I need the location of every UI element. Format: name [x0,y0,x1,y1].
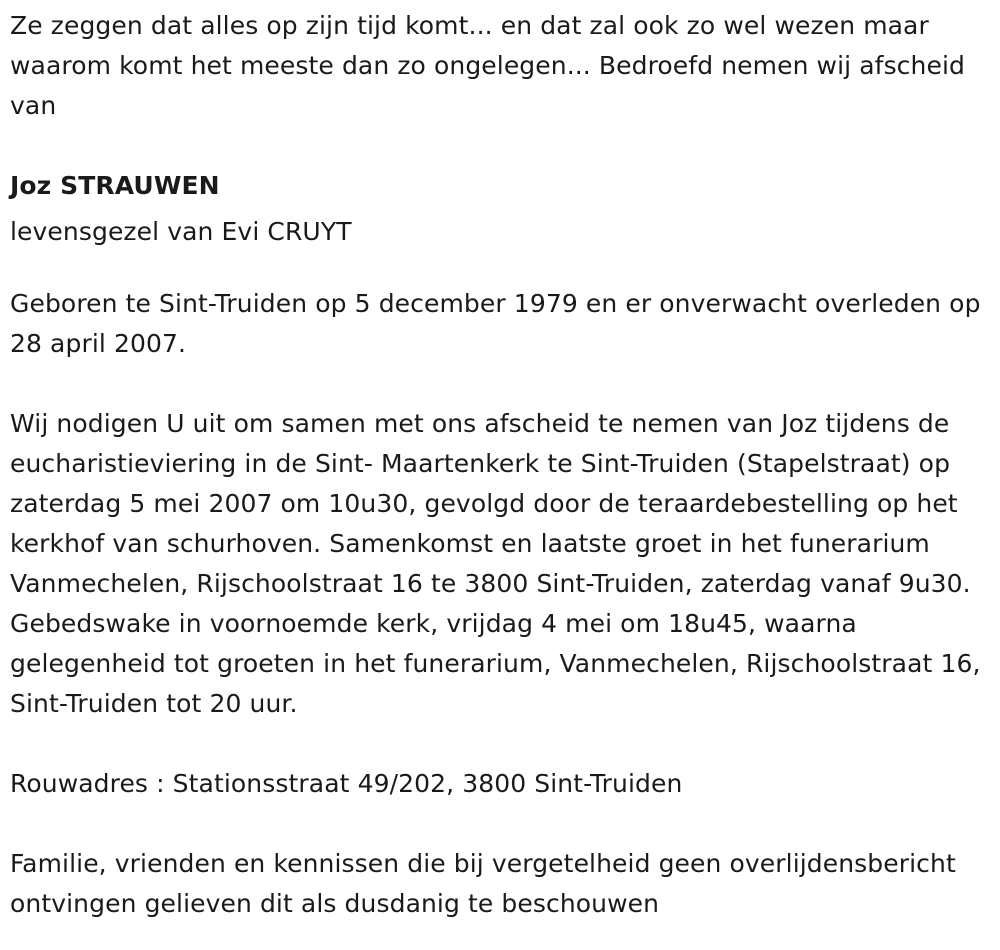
spacer [10,724,995,764]
obituary-notice [10,6,995,924]
partner-line: levensgezel van Evi CRUYT [10,217,352,246]
deceased-name: Joz STRAUWEN [10,171,220,200]
spacer [10,364,995,404]
spacer [10,126,995,166]
mourning-address: Rouwadres : Stationsstraat 49/202, 3800 Sint-Truiden [10,769,683,798]
closing-text: Familie, vrienden en kennissen die bij vergetelheid geen overlijdensbericht ontvingen gelieven dit als dusdanig te beschouwen [10,849,956,918]
intro-text: Ze zeggen dat alles op zijn tijd komt... en dat zal ook zo wel wezen maar waarom komt het meeste dan zo ongelegen... Bedroefd nemen wij afscheid van [10,11,965,120]
birth-death-text: Geboren te Sint-Truiden op 5 december 1979 en er onverwacht overleden op 28 april 2007. [10,289,981,358]
spacer [10,804,995,844]
ceremony-text: Wij nodigen U uit om samen met ons afscheid te nemen van Joz tijdens de eucharistieviering in de Sint- Maartenkerk te Sint-Truiden (Stapelstraat) op zaterdag 5 mei 2007 om 10u30, gevolgd door de teraardebestelling op het kerkhof van schurhoven. Samenkomst en laatste groet in het funerarium Vanmechelen, Rijschoolstraat 16 te 3800 Sint-Truiden, zaterdag vanaf 9u30. Gebedswake in voornoemde kerk, vrijdag 4 mei om 18u45, waarna gelegenheid tot groeten in het funerarium, Vanmechelen, Rijschoolstraat 16, Sint-Truiden tot 20 uur. [10,409,981,718]
spacer [10,260,995,284]
